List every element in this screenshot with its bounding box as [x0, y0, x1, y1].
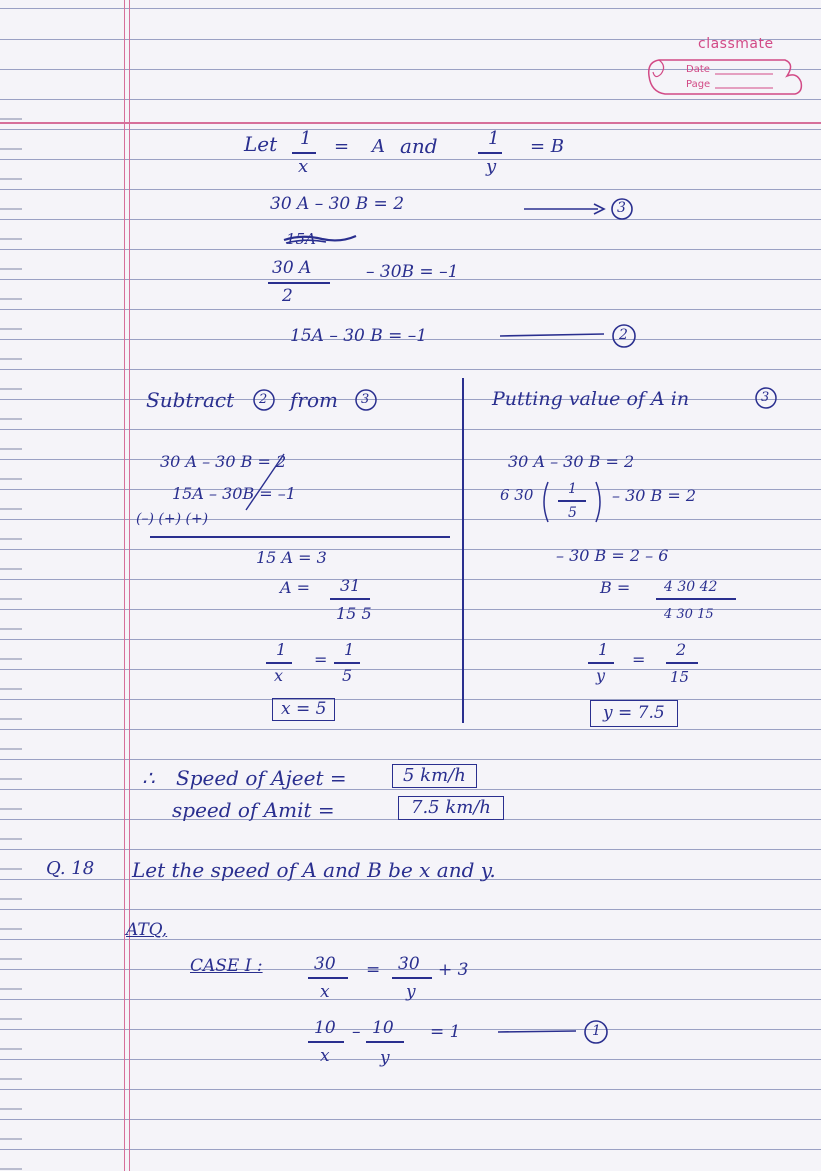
fraction-bar — [308, 977, 348, 979]
punch-hole — [0, 688, 22, 690]
fraction-bar — [366, 1041, 404, 1043]
fraction-bar — [334, 662, 360, 664]
frac-den: 4 30 15 — [664, 607, 714, 622]
fraction-bar — [268, 282, 330, 284]
fraction-bar — [266, 662, 292, 664]
frac-den: 5 — [342, 666, 353, 685]
punch-hole — [0, 508, 22, 510]
punch-hole — [0, 868, 22, 870]
ref-3: 3 — [361, 392, 370, 407]
half-eq-den: 2 — [282, 286, 293, 306]
frac-num: 30 — [314, 954, 336, 974]
frac-den: 15 — [670, 668, 690, 686]
punch-hole — [0, 298, 22, 300]
frac-num: 31 — [340, 576, 361, 595]
punch-hole — [0, 748, 22, 750]
punch-hole — [0, 478, 22, 480]
header-rule — [0, 122, 821, 124]
let-word: Let — [244, 132, 278, 156]
subtract-row2: 15A – 30B = –1 — [172, 484, 296, 503]
punch-hole — [0, 928, 22, 930]
frac-den: y — [596, 666, 606, 685]
frac-num: 10 — [314, 1018, 336, 1038]
case-label: CASE I : — [190, 956, 263, 976]
therefore-symbol: ∴ — [142, 766, 155, 790]
fraction-bar — [330, 598, 370, 600]
punch-hole — [0, 1168, 22, 1170]
subtract-row1: 30 A – 30 B = 2 — [160, 452, 287, 471]
frac-num: 1 — [488, 128, 500, 149]
subtract-row4: A = — [280, 578, 311, 597]
speed-ajeet-label: Speed of Ajeet = — [176, 766, 347, 790]
sub-row3: – 30 B = 2 – 6 — [556, 546, 669, 565]
ref-3: 3 — [617, 200, 626, 216]
equals-B: = B — [530, 136, 565, 157]
punch-hole — [0, 598, 22, 600]
equals: = — [632, 650, 646, 669]
frac-num: 4 30 42 — [664, 579, 718, 595]
speed-ajeet-value: 5 km/h — [392, 764, 477, 788]
half-eq-num: 30 A — [272, 258, 312, 278]
strikethrough-scribble — [282, 230, 358, 248]
punch-hole — [0, 388, 22, 390]
equals-one: = 1 — [430, 1022, 461, 1042]
speed-amit-label: speed of Amit = — [172, 798, 335, 822]
fraction-bar — [588, 662, 614, 664]
punch-hole — [0, 1108, 22, 1110]
punch-hole — [0, 538, 22, 540]
fraction-bar — [656, 598, 736, 600]
and-word: and — [400, 134, 438, 158]
frac-den: x — [298, 156, 309, 177]
date-label: Date — [686, 64, 710, 75]
page-label: Page — [686, 79, 711, 90]
var-A: A — [372, 136, 385, 157]
punch-hole — [0, 808, 22, 810]
ref-3: 3 — [761, 390, 770, 405]
frac-den: 5 — [568, 505, 577, 521]
fraction-bar — [666, 662, 698, 664]
frac-num: 10 — [372, 1018, 394, 1038]
punch-hole — [0, 328, 22, 330]
frac-num: 1 — [598, 640, 609, 659]
speed-amit-value: 7.5 km/h — [398, 796, 504, 820]
atq-label: ATQ, — [126, 920, 168, 940]
equation-3: 30 A – 30 B = 2 — [270, 194, 405, 214]
frac-den: 15 5 — [336, 604, 372, 623]
ref-2: 2 — [619, 327, 628, 343]
putting-heading: Putting value of A in — [492, 388, 690, 410]
sign-row: (–) (+) (+) — [136, 511, 209, 527]
frac-num: 1 — [276, 640, 287, 659]
frac-num: 1 — [300, 128, 312, 149]
frac-den: x — [320, 982, 330, 1002]
punch-hole — [0, 988, 22, 990]
frac-den: x — [274, 666, 284, 685]
fraction-bar — [292, 152, 316, 154]
date-page-scroll-icon — [645, 52, 805, 100]
fraction-bar — [478, 152, 502, 154]
punch-hole — [0, 178, 22, 180]
punch-hole — [0, 208, 22, 210]
punch-hole — [0, 1048, 22, 1050]
punch-hole — [0, 898, 22, 900]
fraction-bar — [558, 500, 586, 502]
punch-hole — [0, 568, 22, 570]
frac-den: x — [320, 1046, 330, 1066]
column-divider — [462, 378, 464, 723]
equation-4: 15A – 30 B = –1 — [290, 326, 428, 346]
equals: = — [334, 136, 350, 157]
margin-line — [129, 0, 130, 1171]
punch-hole — [0, 448, 22, 450]
punch-hole — [0, 238, 22, 240]
punch-hole — [0, 628, 22, 630]
punch-hole — [0, 268, 22, 270]
question-number: Q. 18 — [46, 858, 95, 879]
ref-2: 2 — [259, 392, 268, 407]
result-x-box: x = 5 — [272, 698, 335, 721]
half-eq-rest: – 30B = –1 — [366, 262, 459, 282]
sub-row4: B = — [600, 578, 631, 597]
ref-1: 1 — [592, 1023, 601, 1039]
punch-hole — [0, 778, 22, 780]
frac-den: y — [380, 1048, 390, 1068]
sub-row2-coef: 6 30 — [500, 486, 534, 504]
subtract-row3: 15 A = 3 — [256, 548, 327, 567]
punch-hole — [0, 418, 22, 420]
punch-hole — [0, 958, 22, 960]
result-y-box: y = 7.5 — [590, 700, 678, 727]
minus: – — [352, 1022, 361, 1042]
subtraction-rule — [150, 536, 450, 538]
punch-hole — [0, 718, 22, 720]
fraction-bar — [308, 1041, 344, 1043]
frac-num: 1 — [344, 640, 355, 659]
from-word: from — [290, 388, 338, 412]
punch-hole — [0, 148, 22, 150]
sub-row2-rest: – 30 B = 2 — [612, 486, 697, 505]
brand-logo: classmate — [698, 36, 774, 52]
punch-hole — [0, 358, 22, 360]
equals: = — [314, 650, 328, 669]
sub-row1: 30 A – 30 B = 2 — [508, 452, 635, 471]
punch-hole — [0, 838, 22, 840]
plus-three: + 3 — [438, 960, 469, 980]
punch-hole — [0, 1138, 22, 1140]
punch-hole — [0, 1078, 22, 1080]
frac-num: 30 — [398, 954, 420, 974]
frac-den: y — [406, 982, 416, 1002]
frac-num: 1 — [568, 481, 577, 497]
equals: = — [366, 960, 381, 980]
frac-num: 2 — [676, 640, 687, 659]
punch-hole — [0, 118, 22, 120]
punch-hole — [0, 1018, 22, 1020]
subtract-heading: Subtract — [146, 388, 235, 412]
punch-hole — [0, 658, 22, 660]
margin-line — [124, 0, 125, 1171]
fraction-bar — [392, 977, 432, 979]
struck-text: 15A — [286, 230, 316, 248]
question-statement: Let the speed of A and B be x and y. — [132, 858, 496, 882]
frac-den: y — [486, 156, 497, 177]
cancel-stroke — [226, 448, 296, 518]
